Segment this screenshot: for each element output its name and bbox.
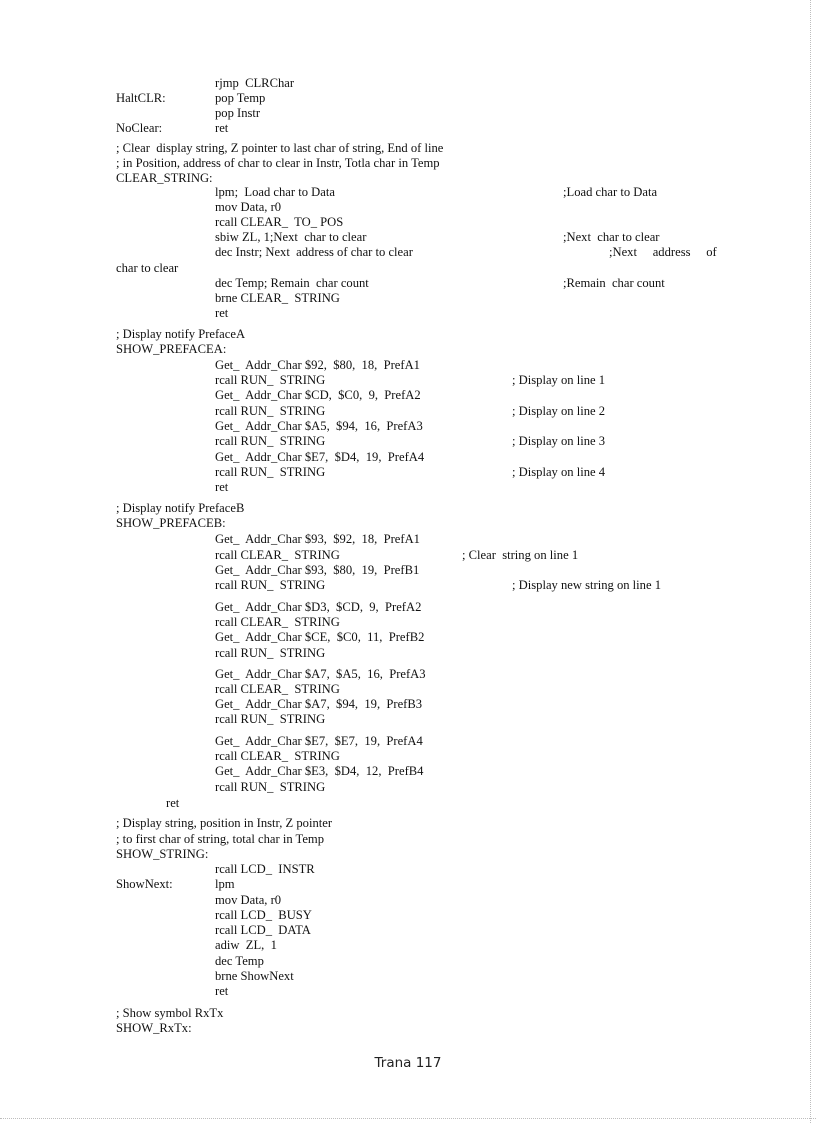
code-instruction: rcall RUN_ STRING xyxy=(215,712,326,726)
code-label: SHOW_PREFACEB: xyxy=(116,516,226,530)
code-label: SHOW_PREFACEA: xyxy=(116,342,227,356)
code-instruction: rcall CLEAR_ STRING xyxy=(215,615,340,629)
inline-comment: ; Display on line 1 xyxy=(512,373,606,387)
code-instruction: rcall CLEAR_ STRING xyxy=(215,682,340,696)
code-instruction: Get_ Addr_Char $93, $92, 18, PrefA1 xyxy=(215,532,420,546)
code-instruction: rcall CLEAR_ STRING xyxy=(215,749,340,763)
inline-comment: ;Next char to clear xyxy=(563,230,660,244)
code-instruction: lpm xyxy=(215,877,235,891)
code-label: SHOW_RxTx: xyxy=(116,1021,192,1035)
inline-comment: ;Load char to Data xyxy=(563,185,658,199)
inline-comment: ; Display on line 4 xyxy=(512,465,606,479)
inline-comment: ; Display on line 2 xyxy=(512,404,606,418)
code-instruction: ret xyxy=(215,121,229,135)
code-label: NoClear: xyxy=(116,121,163,135)
code-label: ShowNext: xyxy=(116,877,173,891)
code-instruction: ret xyxy=(215,984,229,998)
code-instruction: pop Temp xyxy=(215,91,266,105)
code-label: CLEAR_STRING: xyxy=(116,171,213,185)
code-instruction: rcall LCD_ BUSY xyxy=(215,908,312,922)
code-instruction: rcall RUN_ STRING xyxy=(215,434,326,448)
code-instruction: lpm; Load char to Data xyxy=(215,185,335,199)
code-instruction: Get_ Addr_Char $E7, $E7, 19, PrefA4 xyxy=(215,734,423,748)
code-instruction: pop Instr xyxy=(215,106,261,120)
code-label: HaltCLR: xyxy=(116,91,166,105)
code-instruction: Get_ Addr_Char $E7, $D4, 19, PrefA4 xyxy=(215,450,425,464)
code-instruction: Get_ Addr_Char $CD, $C0, 9, PrefA2 xyxy=(215,388,421,402)
code-instruction: sbiw ZL, 1;Next char to clear xyxy=(215,230,367,244)
comment-line: ; Show symbol RxTx xyxy=(116,1006,224,1020)
comment-line: ; Display notify PrefaceA xyxy=(116,327,246,341)
code-instruction: rcall RUN_ STRING xyxy=(215,646,326,660)
code-instruction: Get_ Addr_Char $92, $80, 18, PrefA1 xyxy=(215,358,420,372)
code-instruction: rjmp CLRChar xyxy=(215,76,295,90)
comment-line: ; to first char of string, total char in Temp xyxy=(116,832,325,846)
code-instruction: Get_ Addr_Char $A7, $94, 19, PrefB3 xyxy=(215,697,423,711)
comment-line: ; in Position, address of char to clear in Instr, Totla char in Temp xyxy=(116,156,440,170)
comment-line: ; Display string, position in Instr, Z pointer xyxy=(116,816,333,830)
inline-comment: ; Display on line 3 xyxy=(512,434,606,448)
code-instruction: rcall LCD_ DATA xyxy=(215,923,311,937)
code-instruction: ret xyxy=(166,796,180,810)
code-instruction: ret xyxy=(215,480,229,494)
inline-comment: ; Clear string on line 1 xyxy=(462,548,579,562)
code-instruction: rcall CLEAR_ STRING xyxy=(215,548,340,562)
code-instruction: rcall LCD_ INSTR xyxy=(215,862,315,876)
code-instruction: Get_ Addr_Char $D3, $CD, 9, PrefA2 xyxy=(215,600,422,614)
code-instruction: Get_ Addr_Char $CE, $C0, 11, PrefB2 xyxy=(215,630,425,644)
code-instruction: adiw ZL, 1 xyxy=(215,938,277,952)
code-instruction: rcall RUN_ STRING xyxy=(215,465,326,479)
code-instruction: brne CLEAR_ STRING xyxy=(215,291,340,305)
code-label: char to clear xyxy=(116,261,179,275)
code-instruction: mov Data, r0 xyxy=(215,893,282,907)
code-instruction: rcall CLEAR_ TO_ POS xyxy=(215,215,344,229)
code-instruction: Get_ Addr_Char $A5, $94, 16, PrefA3 xyxy=(215,419,423,433)
code-instruction: Get_ Addr_Char $A7, $A5, 16, PrefA3 xyxy=(215,667,426,681)
code-instruction: mov Data, r0 xyxy=(215,200,282,214)
code-label: SHOW_STRING: xyxy=(116,847,209,861)
code-instruction: dec Temp xyxy=(215,954,264,968)
inline-comment: ;Next address of xyxy=(609,245,717,259)
page-number: Trana 117 xyxy=(374,1055,442,1071)
comment-line: ; Clear display string, Z pointer to last char of string, End of line xyxy=(116,141,444,155)
code-instruction: rcall RUN_ STRING xyxy=(215,578,326,592)
inline-comment: ; Display new string on line 1 xyxy=(512,578,662,592)
code-instruction: ret xyxy=(215,306,229,320)
comment-line: ; Display notify PrefaceB xyxy=(116,501,245,515)
code-instruction: rcall RUN_ STRING xyxy=(215,780,326,794)
code-instruction: brne ShowNext xyxy=(215,969,294,983)
code-instruction: Get_ Addr_Char $93, $80, 19, PrefB1 xyxy=(215,563,420,577)
code-instruction: dec Instr; Next address of char to clear xyxy=(215,245,413,259)
code-instruction: rcall RUN_ STRING xyxy=(215,373,326,387)
code-instruction: rcall RUN_ STRING xyxy=(215,404,326,418)
inline-comment: ;Remain char count xyxy=(563,276,665,290)
code-instruction: dec Temp; Remain char count xyxy=(215,276,369,290)
code-instruction: Get_ Addr_Char $E3, $D4, 12, PrefB4 xyxy=(215,764,424,778)
